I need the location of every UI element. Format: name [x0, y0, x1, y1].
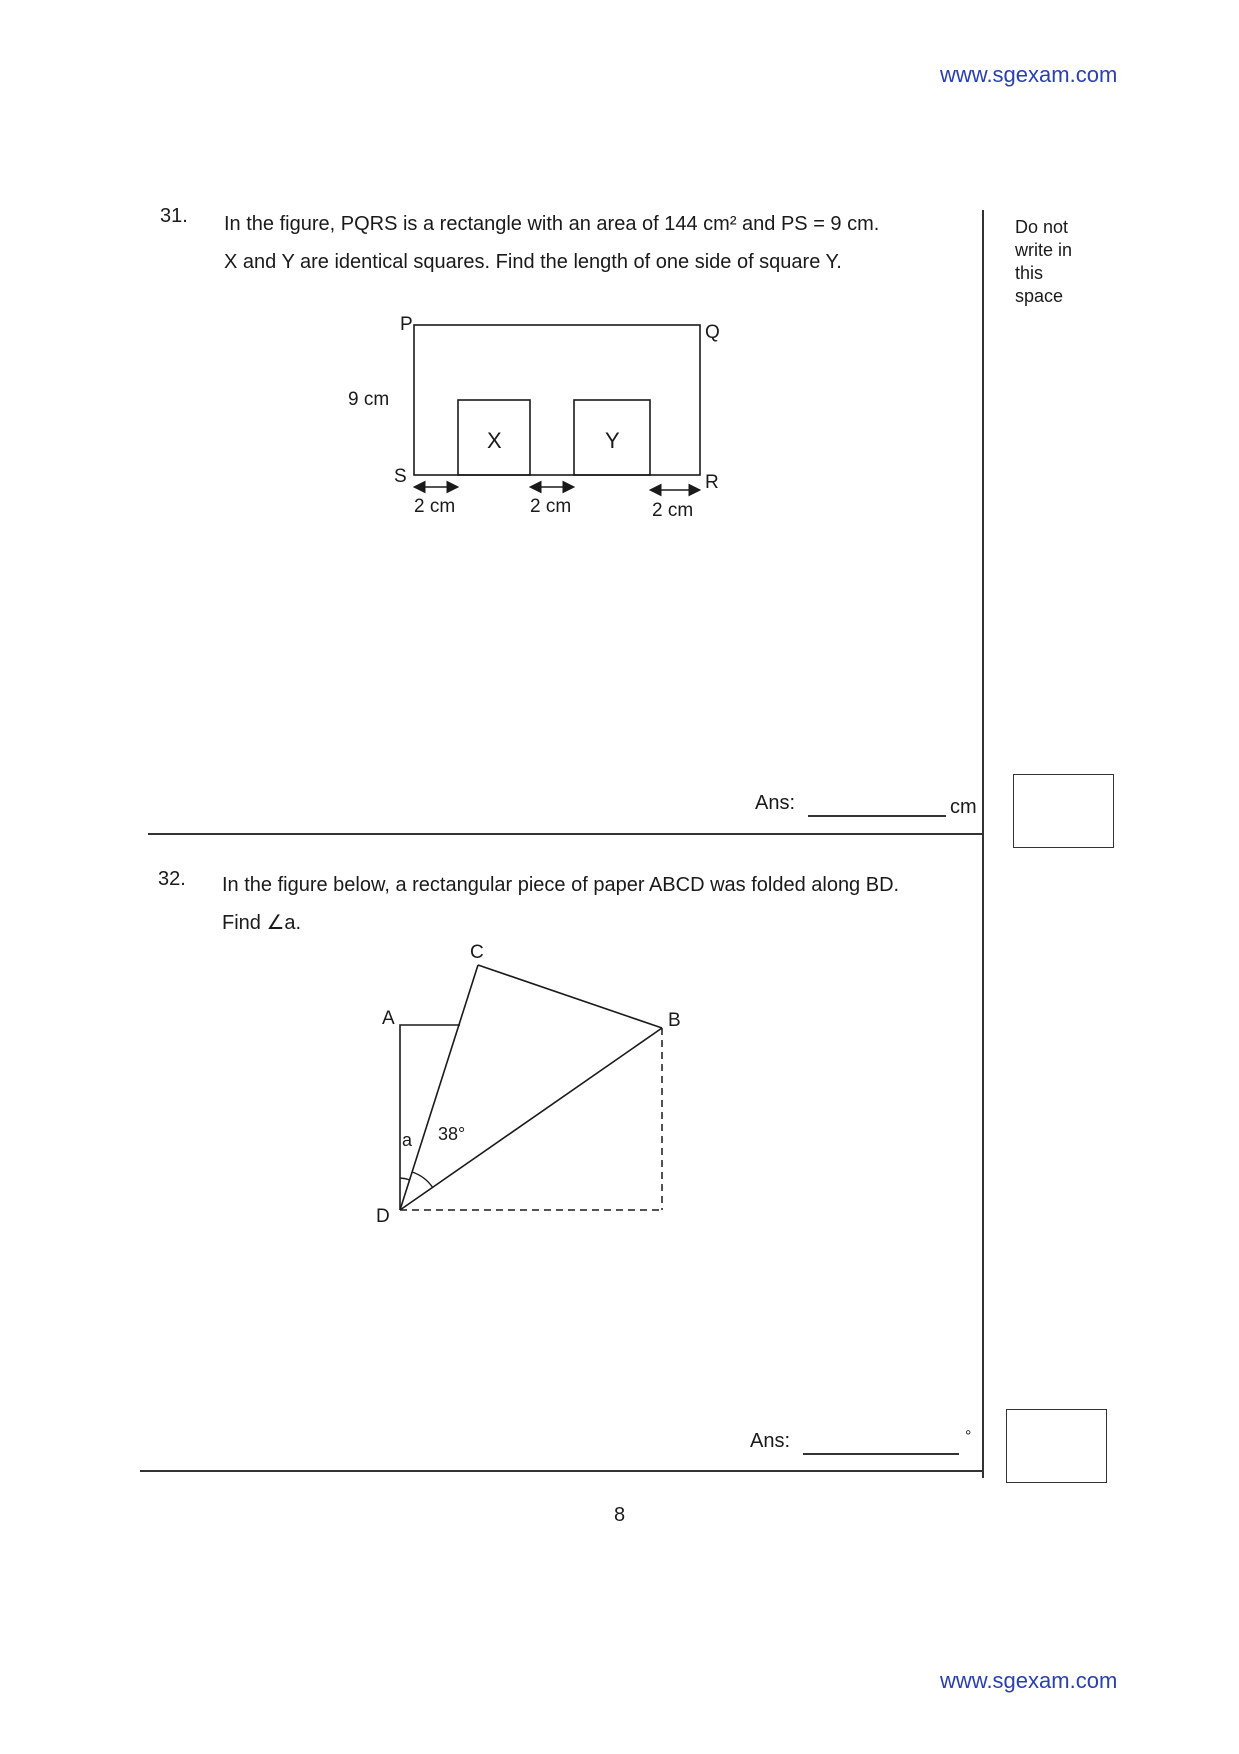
gap-label: 2 cm — [652, 500, 694, 521]
label-r: R — [705, 472, 719, 493]
gap-label: 2 cm — [414, 496, 456, 517]
question-31-answer-label: Ans: — [755, 792, 796, 814]
question-31-figure — [330, 300, 750, 530]
label-angle-a: a — [402, 1130, 413, 1150]
question-line: In the figure below, a rectangular piece of paper ABCD was folded along BD. — [222, 874, 900, 896]
label-side: 9 cm — [348, 389, 390, 410]
margin-note-line: Do not — [1015, 217, 1069, 237]
label-c: C — [470, 942, 484, 963]
side-dc — [400, 965, 478, 1210]
label-x: X — [487, 428, 502, 453]
margin-divider — [982, 210, 984, 1478]
label-y: Y — [605, 428, 620, 453]
label-q: Q — [705, 322, 720, 343]
label-p: P — [400, 314, 413, 335]
label-angle-38: 38° — [438, 1124, 466, 1144]
question-32-figure — [370, 935, 700, 1235]
label-a: A — [382, 1008, 395, 1029]
question-32-text — [222, 866, 982, 942]
question-31-answer-line — [808, 815, 946, 817]
label-b: B — [668, 1010, 681, 1031]
question-32-number: 32. — [158, 868, 186, 890]
angle-a-arc — [400, 1178, 410, 1180]
page-number: 8 — [614, 1504, 626, 1526]
question-line: In the figure, PQRS is a rectangle with an area of 144 cm² and PS = 9 cm. — [224, 213, 880, 235]
margin-note — [1015, 216, 1072, 308]
gap-label: 2 cm — [530, 496, 572, 517]
side-cb — [478, 965, 662, 1028]
question-31-text — [224, 205, 964, 281]
question-31-answer-unit: cm — [950, 796, 977, 818]
question-line: X and Y are identical squares. Find the length of one side of square Y. — [224, 251, 842, 273]
question-divider — [148, 833, 984, 835]
fold-line-bd — [400, 1028, 662, 1210]
question-31-number: 31. — [160, 205, 188, 227]
label-s: S — [394, 466, 407, 487]
question-31-mark-box — [1013, 774, 1114, 848]
question-32-answer-label: Ans: — [750, 1430, 791, 1452]
rectangle-pqrs — [414, 325, 700, 475]
header-url: www.sgexam.com — [940, 62, 1118, 87]
margin-note-line: write in — [1015, 240, 1073, 260]
margin-note-line: this — [1015, 263, 1044, 283]
question-line: Find ∠a. — [222, 912, 302, 934]
question-32-mark-box — [1006, 1409, 1107, 1483]
angle-38-arc — [412, 1172, 433, 1188]
label-d: D — [376, 1206, 390, 1227]
margin-note-line: space — [1015, 286, 1064, 306]
question-32-answer-line — [803, 1453, 959, 1455]
question-divider — [140, 1470, 984, 1472]
footer-url: www.sgexam.com — [940, 1668, 1118, 1693]
question-32-answer-unit: ° — [965, 1428, 972, 1445]
